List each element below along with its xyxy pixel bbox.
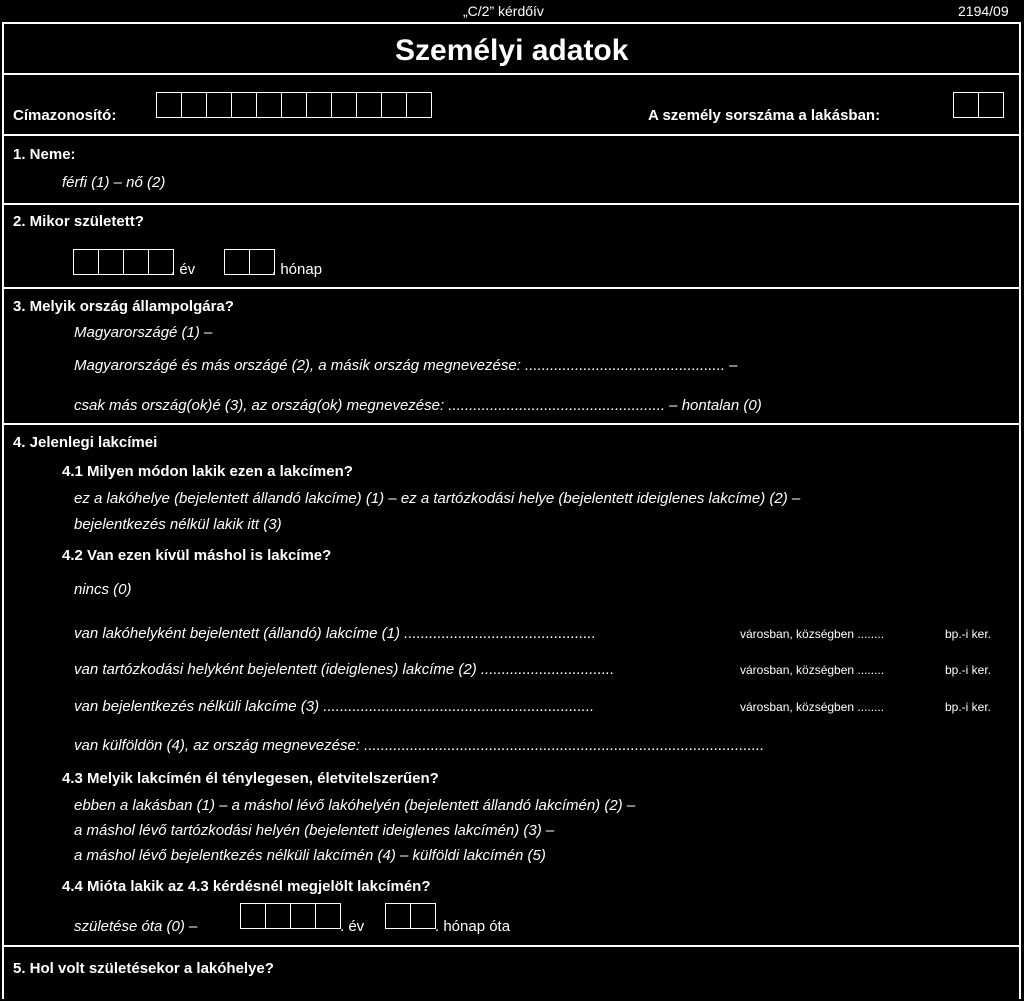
q1-options: férfi (1) – nő (2) (62, 174, 166, 191)
page-title: Személyi adatok (395, 34, 629, 67)
q44-question: 4.4 Mióta lakik az 4.3 kérdésnél megjelölt lakcímén? (62, 878, 431, 895)
q42-row-district: bp.-i ker. (945, 627, 992, 641)
divider (2, 203, 1019, 205)
q3-option-3: csak más ország(ok)é (3), az ország(ok) megnevezése: .................................................... – hontalan (0) (74, 397, 762, 414)
q42-row-district: bp.-i ker. (945, 700, 992, 714)
divider (2, 945, 1019, 947)
person-number-label: A személy sorszáma a lakásban: (648, 107, 881, 124)
birth-month-label: . hónap (272, 261, 323, 278)
birth-month-boxes[interactable] (224, 249, 274, 275)
q41-line-2: bejelentkezés nélkül lakik itt (3) (74, 516, 282, 533)
q42-none: nincs (0) (74, 581, 132, 598)
form-code: 2194/09 (958, 3, 1009, 19)
q44-since-birth: születése óta (0) – (74, 918, 198, 935)
since-month-boxes[interactable] (385, 903, 435, 929)
q3-question: 3. Melyik ország állampolgára? (13, 298, 234, 315)
q4-heading: 4. Jelenlegi lakcímei (13, 434, 158, 451)
address-id-boxes[interactable] (156, 92, 431, 118)
divider (2, 287, 1019, 289)
divider (2, 134, 1019, 136)
q42-abroad: van külföldön (4), az ország megnevezése: ................................................................................................ (74, 737, 765, 754)
q42-row-text: van bejelentkezés nélküli lakcíme (3) ................................................................. (74, 698, 595, 715)
q42-row-text: van tartózkodási helyként bejelentett (ideiglenes) lakcíme (2) ................................ (74, 661, 615, 678)
q5-question: 5. Hol volt születésekor a lakóhelye? (13, 960, 274, 977)
q43-question: 4.3 Melyik lakcímén él ténylegesen, életvitelszerűen? (62, 770, 439, 787)
q43-line-3: a máshol lévő bejelentkezés nélküli lakcímén (4) – külföldi lakcímén (5) (74, 847, 546, 864)
q41-line-1: ez a lakóhelye (bejelentett állandó lakcíme) (1) – ez a tartózkodási helye (bejelentett ideiglenes lakcíme) (2) – (74, 490, 801, 507)
q1-question: 1. Neme: (13, 146, 76, 163)
q41-question: 4.1 Milyen módon lakik ezen a lakcímen? (62, 463, 353, 480)
q43-line-1: ebben a lakásban (1) – a máshol lévő lakóhelyén (bejelentett állandó lakcímén) (2) – (74, 797, 636, 814)
q42-row-place: városban, községben ........ (740, 627, 885, 641)
divider (2, 73, 1019, 75)
q42-question: 4.2 Van ezen kívül máshol is lakcíme? (62, 547, 332, 564)
since-month-label: . hónap óta (435, 918, 511, 935)
q43-line-2: a máshol lévő tartózkodási helyén (bejelentett ideiglenes lakcímén) (3) – (74, 822, 555, 839)
q42-row-place: városban, községben ........ (740, 663, 885, 677)
birth-year-label: . év (171, 261, 196, 278)
since-year-boxes[interactable] (240, 903, 340, 929)
q42-row-text: van lakóhelyként bejelentett (állandó) lakcíme (1) .............................................. (74, 625, 596, 642)
q2-question: 2. Mikor született? (13, 213, 144, 230)
person-number-boxes[interactable] (953, 92, 1003, 118)
q42-row-district: bp.-i ker. (945, 663, 992, 677)
q3-option-1: Magyarországé (1) – (74, 324, 213, 341)
divider (2, 423, 1019, 425)
form-name: „C/2” kérdőív (463, 3, 544, 19)
q42-row-place: városban, községben ........ (740, 700, 885, 714)
q3-option-2: Magyarországé és más országé (2), a másik ország megnevezése: ................................................ – (74, 357, 738, 374)
address-id-label: Címazonosító: (13, 107, 117, 124)
since-year-label: . év (340, 918, 365, 935)
birth-year-boxes[interactable] (73, 249, 173, 275)
